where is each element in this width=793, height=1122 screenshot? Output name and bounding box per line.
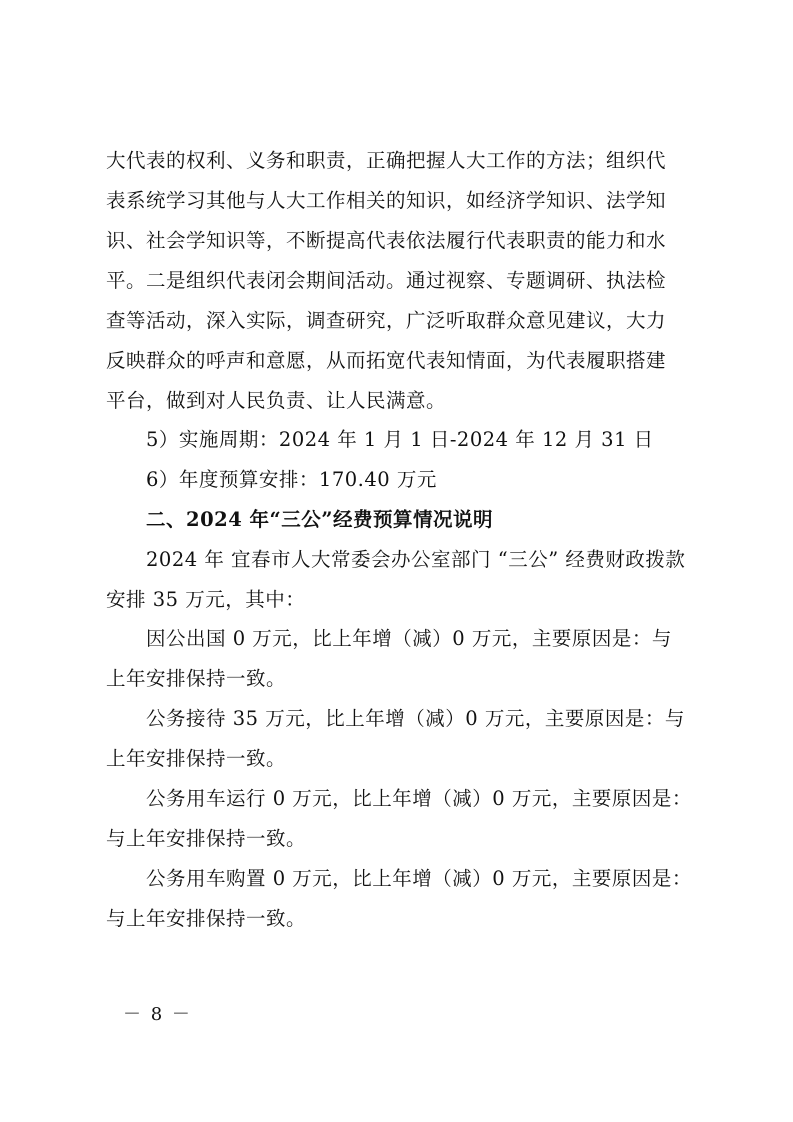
vehicle-purchase-reason: 与上年安排保持一致。: [106, 907, 307, 930]
paragraph-line: 识、社会学知识等，不断提高代表依法履行代表职责的能力和水: [106, 229, 667, 252]
vehicle-operation-line: 公务用车运行 0 万元，比上年增（减）0 万元，主要原因是：: [146, 787, 692, 810]
paragraph-line: 大代表的权利、义务和职责，正确把握人大工作的方法；组织代: [106, 149, 667, 172]
paragraph-line: 平。二是组织代表闭会期间活动。通过视察、专题调研、执法检: [106, 269, 667, 292]
intro-line: 2024 年 宜春市人大常委会办公室部门 “三公” 经费财政拨款: [146, 548, 686, 571]
section-heading: 二、2024 年“三公”经费预算情况说明: [146, 508, 493, 531]
paragraph-line: 反映群众的呼声和意愿，从而拓宽代表知情面，为代表履职搭建: [106, 349, 667, 372]
paragraph-line: 查等活动，深入实际，调查研究，广泛听取群众意见建议，大力: [106, 309, 667, 332]
vehicle-operation-reason: 与上年安排保持一致。: [106, 827, 307, 850]
implementation-period: 5）实施周期：2024 年 1 月 1 日-2024 年 12 月 31 日: [146, 428, 654, 451]
intro-line: 安排 35 万元，其中：: [106, 588, 306, 611]
vehicle-purchase-line: 公务用车购置 0 万元，比上年增（减）0 万元，主要原因是：: [146, 867, 692, 890]
paragraph-line: 表系统学习其他与人大工作相关的知识，如经济学知识、法学知: [106, 189, 667, 212]
overseas-travel-reason: 上年安排保持一致。: [106, 667, 287, 690]
overseas-travel-line: 因公出国 0 万元，比上年增（减）0 万元，主要原因是：与: [146, 627, 672, 650]
official-reception-reason: 上年安排保持一致。: [106, 747, 287, 770]
official-reception-line: 公务接待 35 万元，比上年增（减）0 万元，主要原因是：与: [146, 707, 685, 730]
page-number: － 8 －: [123, 1004, 192, 1025]
paragraph-line: 平台，做到对人民负责、让人民满意。: [106, 389, 447, 412]
annual-budget: 6）年度预算安排：170.40 万元: [146, 468, 437, 491]
